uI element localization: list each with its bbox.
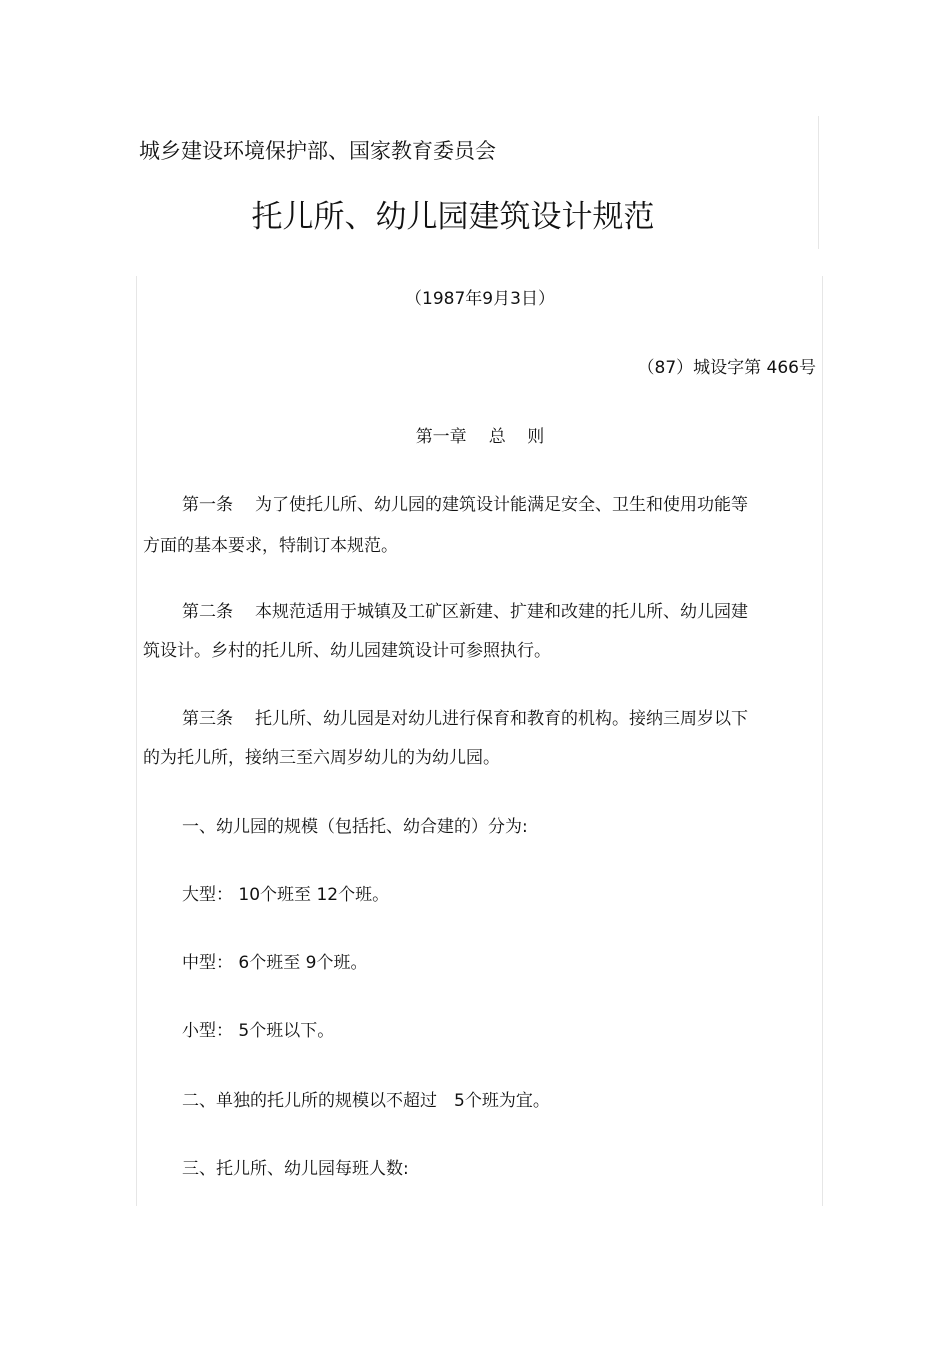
document-date: （1987年9月3日） (405, 289, 555, 309)
article-2-line-2: 筑设计。乡村的托儿所、幼儿园建筑设计可参照执行。 (143, 641, 551, 661)
chapter-name: 总 则 (488, 427, 545, 447)
issuer-line: 城乡建设环境保护部、国家教育委员会 (139, 139, 496, 163)
chapter-heading (0, 426, 950, 448)
article-label: 第三条 (182, 709, 233, 729)
item-small-size: 小型： 5个班以下。 (182, 1021, 335, 1041)
article-text: 托儿所、幼儿园是对幼儿进行保育和教育的机构。接纳三周岁以下 (255, 709, 748, 729)
chapter-number: 第一章 (415, 427, 467, 447)
item-nursery-scale: 二、单独的托儿所的规模以不超过 5个班为宜。 (182, 1091, 550, 1111)
article-1-line-2: 方面的基本要求，特制订本规范。 (143, 536, 398, 556)
item-medium-size: 中型： 6个班至 9个班。 (182, 953, 368, 973)
article-3-line-1 (182, 708, 748, 730)
document-number: （87）城设字第 466号 (637, 358, 816, 378)
item-large-size: 大型： 10个班至 12个班。 (182, 885, 390, 905)
document-title: 托儿所、幼儿园建筑设计规范 (251, 199, 655, 235)
item-class-size: 三、托儿所、幼儿园每班人数: (182, 1159, 409, 1179)
article-label: 第二条 (182, 602, 233, 622)
page-rule-left (136, 276, 137, 1206)
article-1-line-1 (182, 494, 748, 516)
page-rule-right (822, 276, 823, 1206)
article-3-line-2: 的为托儿所，接纳三至六周岁幼儿的为幼儿园。 (143, 748, 500, 768)
article-text: 本规范适用于城镇及工矿区新建、扩建和改建的托儿所、幼儿园建 (255, 602, 748, 622)
article-2-line-1 (182, 601, 748, 623)
item-kindergarten-scale: 一、幼儿园的规模（包括托、幼合建的）分为: (182, 817, 528, 837)
article-text: 为了使托儿所、幼儿园的建筑设计能满足安全、卫生和使用功能等 (255, 495, 748, 515)
article-label: 第一条 (182, 495, 233, 515)
